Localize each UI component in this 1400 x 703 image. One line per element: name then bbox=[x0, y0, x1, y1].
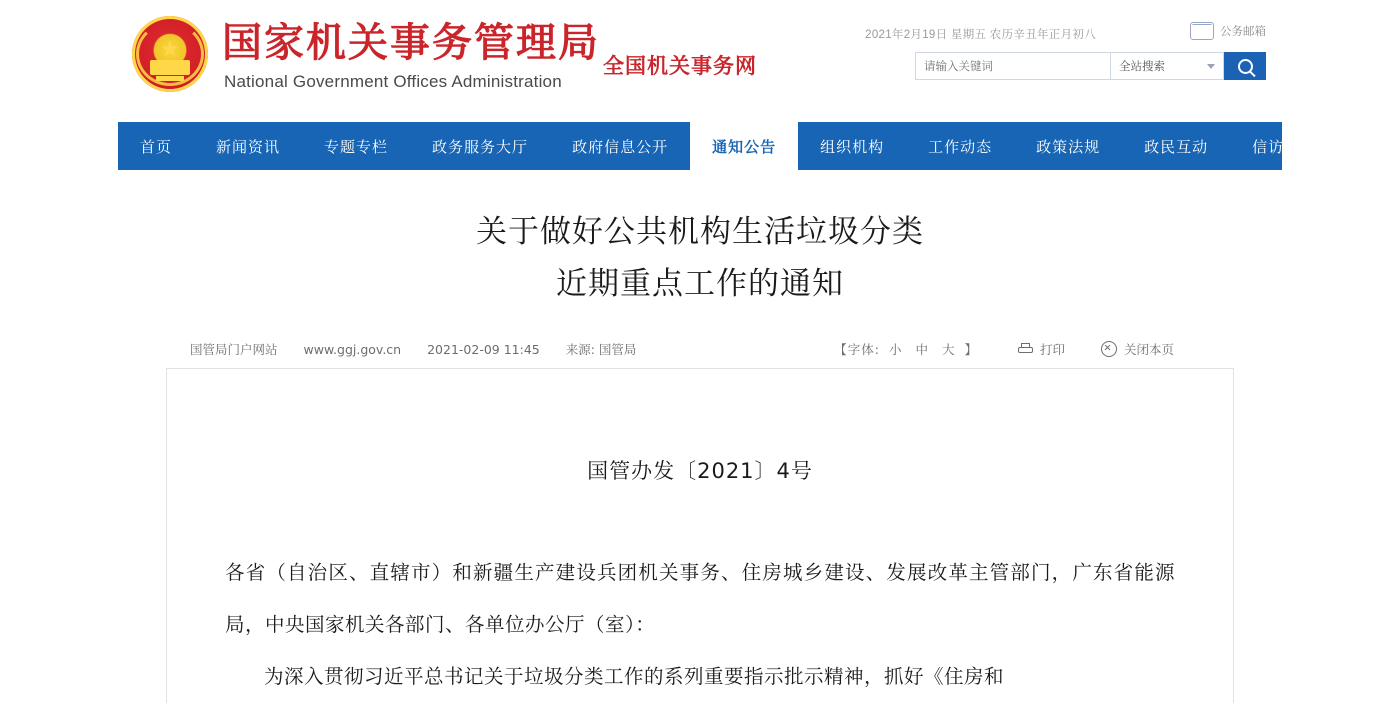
search-icon bbox=[1238, 59, 1253, 74]
fontsize-small-button[interactable]: 小 bbox=[888, 342, 903, 357]
search-scope-select[interactable] bbox=[1110, 52, 1224, 80]
nav-item-policies[interactable]: 政策法规 bbox=[1036, 137, 1101, 156]
site-subtitle: 全国机关事务网 bbox=[603, 54, 757, 78]
nav-item-organization[interactable]: 组织机构 bbox=[820, 137, 885, 156]
meta-source: 来源: 国管局 bbox=[565, 342, 637, 357]
date-display: 2021年2月19日 星期五 农历辛丑年正月初八 bbox=[865, 29, 1096, 41]
nav-item-news[interactable]: 新闻资讯 bbox=[216, 137, 281, 156]
nav-item-home[interactable]: 首页 bbox=[140, 137, 173, 156]
fontsize-label-close: 】 bbox=[964, 342, 978, 357]
print-button[interactable] bbox=[1018, 340, 1065, 358]
fontsize-medium-button[interactable]: 中 bbox=[915, 342, 929, 357]
search-input[interactable] bbox=[915, 52, 1110, 80]
close-circle-icon bbox=[1101, 341, 1117, 357]
nav-item-worknews[interactable]: 工作动态 bbox=[928, 137, 993, 156]
mail-link[interactable] bbox=[1190, 22, 1266, 40]
meta-url: www.ggj.gov.cn bbox=[303, 341, 402, 357]
document-paragraph: 为深入贯彻习近平总书记关于垃圾分类工作的系列重要指示批示精神，抓好《住房和 bbox=[264, 665, 1005, 688]
meta-datetime: 2021-02-09 11:45 bbox=[427, 341, 540, 357]
fontsize-label: 【字体: bbox=[834, 342, 880, 357]
close-page-button[interactable] bbox=[1101, 340, 1174, 358]
mail-label: 公务邮箱 bbox=[1220, 26, 1266, 38]
page-title bbox=[118, 170, 1282, 310]
site-content bbox=[118, 0, 1317, 695]
main-nav bbox=[118, 122, 1317, 170]
print-icon bbox=[1018, 343, 1033, 355]
page-title-line1: 关于做好公共机构生活垃圾分类 bbox=[476, 214, 924, 250]
nav-item-services[interactable]: 政务服务大厅 bbox=[432, 137, 529, 156]
chevron-down-icon bbox=[1207, 64, 1215, 69]
site-title-en: National Government Offices Administration bbox=[224, 72, 562, 91]
article bbox=[118, 170, 1282, 703]
search-bar bbox=[915, 52, 1266, 80]
document-paragraph: 各省（自治区、直辖市）和新疆生产建设兵团机关事务、住房城乡建设、发展改革主管部门，广东省能源局，中央国家机关各部门、各单位办公厅（室）： bbox=[225, 561, 1175, 636]
close-page-label: 关闭本页 bbox=[1123, 342, 1174, 357]
emblem-star: ★ bbox=[160, 39, 180, 60]
nav-item-complaints[interactable]: 信访举报 bbox=[1252, 137, 1317, 156]
site-header bbox=[118, 0, 1282, 122]
print-label: 打印 bbox=[1039, 342, 1065, 357]
article-meta bbox=[190, 340, 1210, 358]
search-button[interactable] bbox=[1224, 52, 1266, 80]
page-right-margin bbox=[1282, 0, 1400, 695]
meta-source-site: 国管局门户网站 bbox=[190, 342, 278, 357]
nav-item-topics[interactable]: 专题专栏 bbox=[324, 137, 389, 156]
emblem-gate bbox=[150, 60, 190, 75]
page-left-margin bbox=[0, 0, 118, 695]
fontsize-control bbox=[834, 340, 978, 358]
fontsize-large-button[interactable]: 大 bbox=[941, 342, 956, 357]
site-title-cn: 国家机关事务管理局 bbox=[222, 20, 600, 66]
nav-item-interaction[interactable]: 政民互动 bbox=[1144, 137, 1209, 156]
mail-icon bbox=[1190, 22, 1214, 40]
document-text bbox=[225, 547, 1175, 703]
national-emblem-icon bbox=[132, 16, 208, 92]
document-number: 国管办发〔2021〕4号 bbox=[587, 459, 813, 483]
nav-item-announcements[interactable]: 通知公告 bbox=[690, 122, 798, 170]
nav-item-disclosure[interactable]: 政府信息公开 bbox=[572, 137, 669, 156]
search-scope-label: 全站搜索 bbox=[1119, 59, 1165, 73]
document-body-frame bbox=[166, 368, 1234, 703]
page-title-line2: 近期重点工作的通知 bbox=[556, 266, 844, 302]
